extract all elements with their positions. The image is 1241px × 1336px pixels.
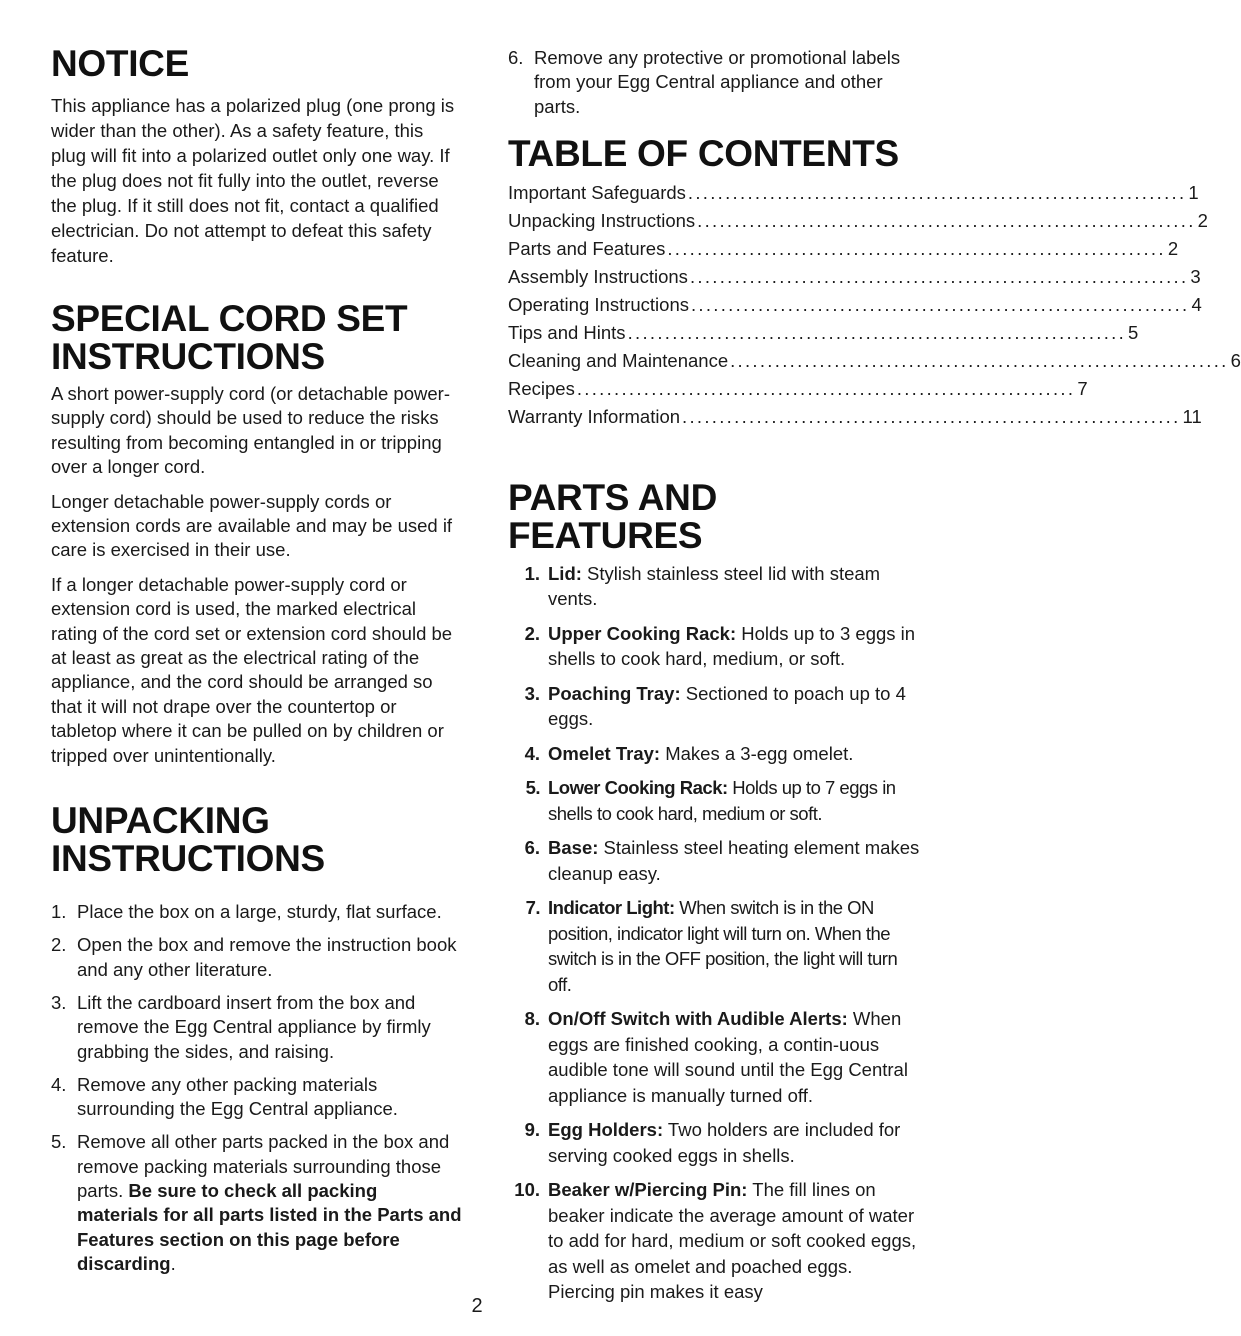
unpacking-heading xyxy=(51,802,463,878)
list-text: Remove any other packing materials surrounding the Egg Central appliance. xyxy=(77,1073,398,1120)
toc-page: 11 xyxy=(1182,405,1202,427)
toc-entry[interactable] xyxy=(508,291,1202,319)
parts-label: Poaching Tray: xyxy=(548,682,681,704)
parts-number: 7. xyxy=(525,897,540,919)
parts-number: 8. xyxy=(524,1008,540,1030)
parts-text xyxy=(508,1117,920,1168)
parts-number: 3. xyxy=(524,682,540,704)
parts-item xyxy=(508,561,920,612)
unpacking-item xyxy=(508,46,920,119)
parts-desc: Holds up to 7 eggs in shells to cook hard, medium or soft. xyxy=(548,777,896,824)
right-column xyxy=(508,0,1241,1305)
list-number: 3. xyxy=(51,991,67,1013)
parts-number: 10. xyxy=(514,1179,540,1201)
toc-leader: ................................................................... xyxy=(730,349,1229,371)
list-number: 2. xyxy=(51,934,67,956)
parts-label: Lower Cooking Rack: xyxy=(548,777,728,799)
toc-leader: ................................................................... xyxy=(682,405,1181,427)
parts-label: Base: xyxy=(548,837,599,859)
parts-desc: When eggs are finished cooking, a contin-uous audible tone will sound until the Egg Central appliance is manually turned off. xyxy=(548,1008,908,1106)
toc-entry[interactable] xyxy=(508,319,1139,347)
parts-desc: When switch is in the ON position, indicator light will turn on. When the switch is in the OFF position, the light will turn off. xyxy=(548,897,898,995)
parts-item xyxy=(508,1117,920,1168)
parts-label: Omelet Tray: xyxy=(548,742,661,764)
parts-item xyxy=(508,1177,920,1305)
parts-item xyxy=(508,1006,920,1108)
parts-number: 9. xyxy=(524,1119,540,1141)
toc-page: 1 xyxy=(1188,181,1199,203)
notice-body: This appliance has a polarized plug (one prong is wider than the other). As a safety feature, this plug will fit into a polarized outlet only one way. If the plug does not fit fully into the outlet, reverse the plug. If it still does not fit, contact a qualified electrician. Do not attempt to defeat this safety feature. xyxy=(51,95,455,266)
parts-item xyxy=(508,835,920,886)
list-text-bold: Be sure to check all packing materials for all parts listed in the Parts and Features section on this page before discarding xyxy=(77,1180,462,1274)
parts-label: Upper Cooking Rack: xyxy=(548,622,737,644)
notice-heading: NOTICE xyxy=(51,43,189,84)
unpacking-item xyxy=(51,1130,463,1276)
parts-number: 2. xyxy=(524,622,540,644)
toc-title: Tips and Hints xyxy=(508,321,626,343)
cord-paragraph-1: A short power-supply cord (or detachable power-supply cord) should be used to reduce the risks resulting from becoming entangled in or tripping over a longer cord. xyxy=(51,383,450,478)
parts-item xyxy=(508,681,920,732)
parts-text xyxy=(508,895,920,997)
parts-desc: Two holders are included for serving cooked eggs in shells. xyxy=(548,1119,901,1166)
toc-leader: ................................................................... xyxy=(690,293,1190,315)
toc-title: Warranty Information xyxy=(508,405,681,427)
toc-entry[interactable] xyxy=(508,179,1199,207)
list-text: Remove all other parts packed in the box and remove packing materials surrounding those parts. xyxy=(77,1131,450,1202)
list-text: Place the box on a large, sturdy, flat surface. xyxy=(77,901,442,923)
toc-title: Important Safeguards xyxy=(508,181,686,203)
toc-page: 2 xyxy=(1167,237,1179,259)
list-number: 1. xyxy=(51,901,67,923)
parts-text xyxy=(508,775,920,826)
toc-heading: TABLE OF CONTENTS xyxy=(508,132,899,174)
unpacking-item xyxy=(51,991,463,1064)
unpacking-item xyxy=(51,900,463,924)
list-text-end: . xyxy=(170,1252,176,1274)
parts-item xyxy=(508,775,920,826)
parts-item xyxy=(508,621,920,672)
toc-entry[interactable] xyxy=(508,375,1088,403)
unpacking-heading-line2: INSTRUCTIONS xyxy=(51,838,325,880)
parts-text xyxy=(508,561,920,612)
parts-label: Beaker w/Piercing Pin: xyxy=(548,1179,748,1201)
toc-page: 7 xyxy=(1077,377,1088,399)
list-number: 6. xyxy=(508,47,524,68)
parts-label: On/Off Switch with Audible Alerts: xyxy=(548,1008,848,1030)
toc-page: 3 xyxy=(1190,265,1201,287)
unpacking-item xyxy=(51,933,463,982)
toc-entry[interactable] xyxy=(508,347,1241,375)
cord-paragraph-2: Longer detachable power-supply cords or extension cords are available and may be used if care is exercised in their use. xyxy=(51,490,453,561)
parts-number: 1. xyxy=(524,562,540,584)
toc-leader: ................................................................... xyxy=(689,265,1189,287)
cord-heading-line1: SPECIAL CORD SET xyxy=(51,298,408,339)
cord-paragraph-3: If a longer detachable power-supply cord or extension cord is used, the marked electrical rating of the cord set or extension cord should be at least as great as the electrical rating of the appliance, and the cord should be arranged so that it will not drape over the countertop or tabletop where it can be pulled on by children or tripped over unintentionally. xyxy=(51,573,453,766)
toc-title: Parts and Features xyxy=(508,237,666,259)
page-number: 2 xyxy=(471,1295,483,1317)
parts-desc: Stainless steel heating element makes cleanup easy. xyxy=(548,837,920,884)
list-number: 4. xyxy=(51,1073,67,1095)
toc-leader: ................................................................... xyxy=(687,181,1187,203)
list-text: Lift the cardboard insert from the box and remove the Egg Central appliance by firmly grabbing the sides, and raising. xyxy=(77,991,431,1062)
parts-label: Egg Holders: xyxy=(548,1119,664,1141)
left-column xyxy=(51,0,463,1276)
toc-leader: ................................................................... xyxy=(627,321,1127,343)
parts-desc: Holds up to 3 eggs in shells to cook hard, medium, or soft. xyxy=(548,622,916,670)
parts-number: 6. xyxy=(524,837,540,859)
toc-title: Cleaning and Maintenance xyxy=(508,349,729,371)
parts-number: 4. xyxy=(524,742,540,764)
cord-heading xyxy=(51,300,463,376)
toc-leader: ................................................................... xyxy=(576,377,1076,399)
toc-entry[interactable] xyxy=(508,207,1208,235)
parts-heading: PARTS AND FEATURES xyxy=(508,476,718,556)
parts-desc: The fill lines on beaker indicate the average amount of water to add for hard, medium or soft cooked eggs, as well as omelet and poached eggs. Piercing pin makes it easy xyxy=(548,1179,917,1303)
parts-text xyxy=(508,835,920,886)
toc-entry[interactable] xyxy=(508,263,1201,291)
list-text-block xyxy=(51,1130,463,1276)
cord-heading-line2: INSTRUCTIONS xyxy=(51,336,325,377)
parts-text xyxy=(508,621,920,672)
parts-text xyxy=(508,681,920,732)
toc-entry[interactable] xyxy=(508,235,1179,263)
parts-item xyxy=(508,895,920,997)
list-text: Open the box and remove the instruction book and any other literature. xyxy=(77,934,457,980)
parts-text xyxy=(508,1006,920,1108)
parts-list xyxy=(508,561,920,1305)
toc-list xyxy=(508,179,1241,431)
unpacking-list-continued xyxy=(508,46,920,119)
unpacking-heading-line1: UNPACKING xyxy=(51,800,270,842)
parts-label: Indicator Light: xyxy=(548,897,675,919)
toc-page: 4 xyxy=(1191,293,1202,315)
toc-title: Assembly Instructions xyxy=(508,265,688,287)
list-text: Remove any protective or promotional labels from your Egg Central appliance and other parts. xyxy=(534,47,901,117)
parts-text xyxy=(508,741,920,767)
unpacking-item xyxy=(51,1073,463,1122)
toc-title: Unpacking Instructions xyxy=(508,209,696,231)
parts-number: 5. xyxy=(525,777,540,799)
toc-page: 2 xyxy=(1197,209,1208,231)
parts-desc: Makes a 3-egg omelet. xyxy=(660,742,854,764)
parts-label: Lid: xyxy=(548,562,582,584)
toc-entry[interactable] xyxy=(508,403,1202,431)
parts-text xyxy=(508,1177,920,1305)
toc-page: 6 xyxy=(1230,349,1241,371)
toc-title: Operating Instructions xyxy=(508,293,689,315)
toc-leader: ................................................................... xyxy=(667,237,1166,259)
parts-desc: Sectioned to poach up to 4 eggs. xyxy=(548,682,906,730)
parts-desc: Stylish stainless steel lid with steam vents. xyxy=(548,562,881,610)
list-number: 5. xyxy=(51,1131,67,1153)
unpacking-list xyxy=(51,900,463,1276)
toc-leader: ................................................................... xyxy=(697,209,1196,231)
toc-page: 5 xyxy=(1128,321,1139,343)
parts-item xyxy=(508,741,920,767)
toc-title: Recipes xyxy=(508,377,575,399)
